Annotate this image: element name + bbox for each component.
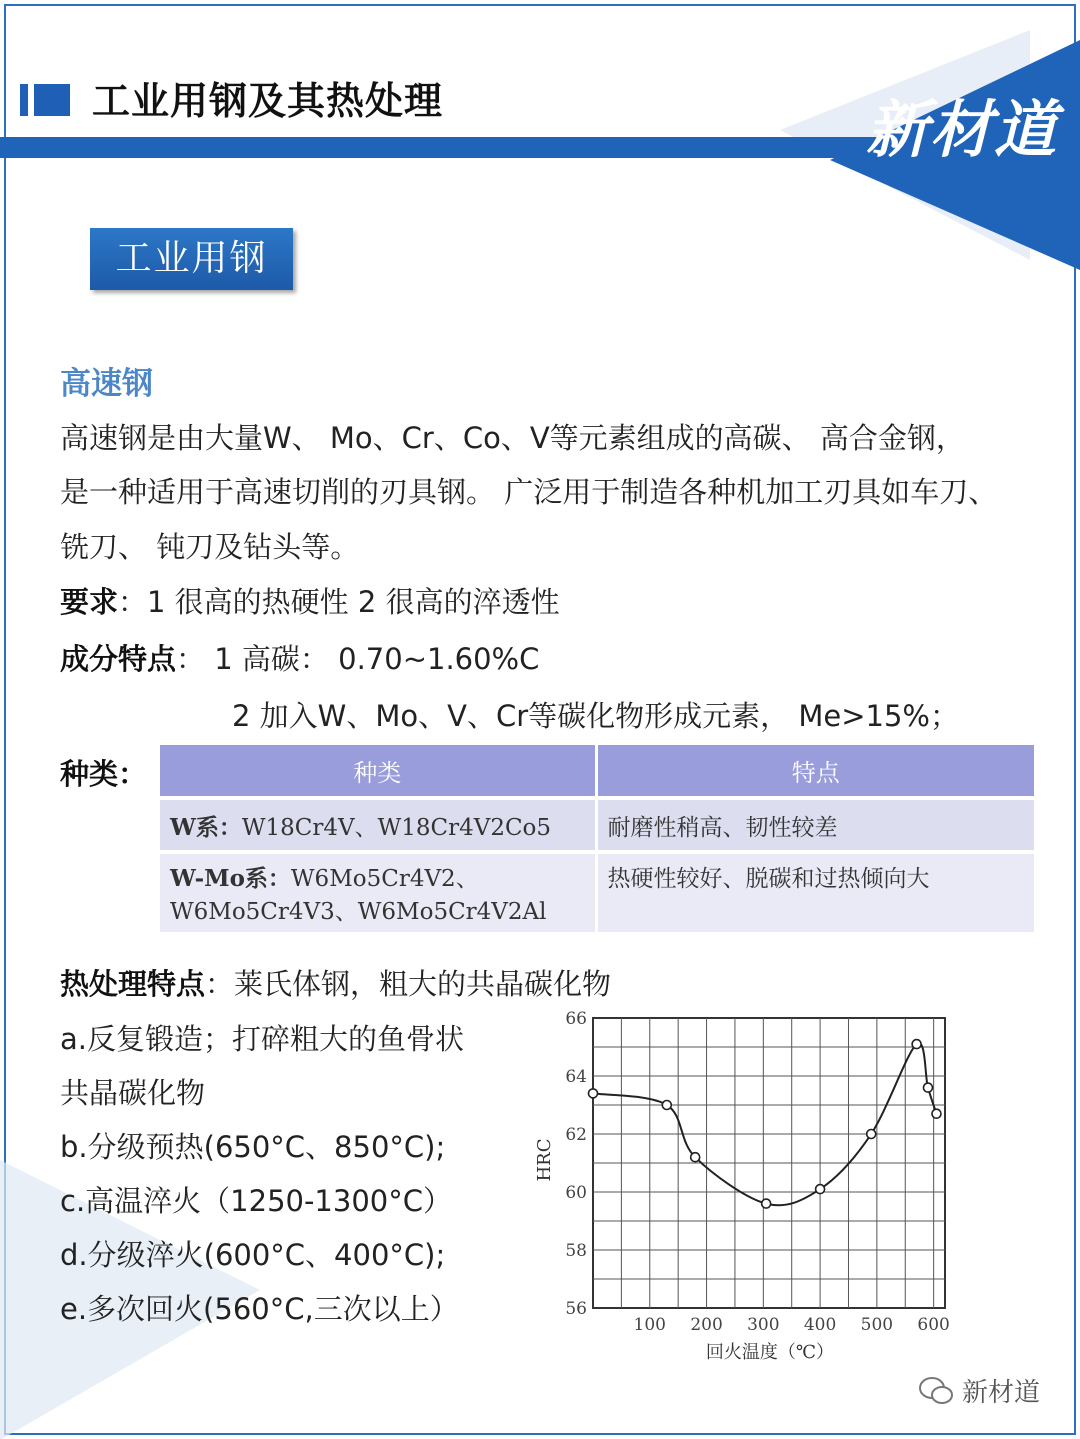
step-line: c.高温淬火（1250-1300°C）	[60, 1184, 452, 1218]
table-cell-type	[160, 852, 596, 932]
header-mark-thick	[34, 84, 70, 116]
x-tick-label: 600	[917, 1315, 950, 1335]
intro-line-1: 高速钢是由大量W、 Mo、Cr、Co、V等元素组成的高碳、 高合金钢，	[60, 421, 965, 455]
x-tick-label: 500	[860, 1315, 894, 1335]
requirement-line	[60, 580, 560, 621]
wechat-account: 新材道	[962, 1378, 1041, 1408]
type-text: W18Cr4V、W18Cr4V2Co5	[241, 814, 552, 841]
y-axis-label: HRC	[534, 1138, 555, 1182]
brand-logo: 新材道	[866, 93, 1059, 166]
step-line: e.多次回火(560°C,三次以上）	[60, 1292, 459, 1326]
section-title: 高速钢	[60, 366, 153, 402]
type-text: W6Mo5Cr4V2、	[290, 866, 479, 892]
table-cell-type	[160, 798, 596, 852]
y-tick-label: 56	[565, 1299, 587, 1319]
y-tick-label: 60	[565, 1183, 587, 1203]
header-mark-thin	[20, 84, 28, 116]
x-tick-label: 400	[803, 1315, 837, 1335]
data-point	[867, 1130, 876, 1139]
table-cell-feature: 热硬性较好、脱碳和过热倾向大	[596, 852, 1034, 932]
types-table	[160, 745, 1034, 932]
wechat-icon	[918, 1376, 954, 1406]
hardness-curve	[593, 1043, 936, 1205]
table-row	[160, 798, 1034, 852]
step-line: 共晶碳化物	[60, 1076, 206, 1110]
data-point	[923, 1083, 932, 1092]
step-line: d.分级淬火(600°C、400°C);	[60, 1238, 446, 1272]
table-cell-feature: 耐磨性稍高、韧性较差	[596, 798, 1034, 852]
types-label: 种类：	[60, 757, 148, 791]
heat-treatment-line	[60, 962, 611, 1003]
table-header-type: 种类	[160, 745, 596, 798]
data-point	[762, 1199, 771, 1208]
requirement-text: ：1 很高的热硬性 2 很高的淬透性	[118, 585, 560, 619]
data-point	[912, 1040, 921, 1049]
tempering-hardness-chart	[520, 1000, 970, 1380]
requirement-label: 要求	[60, 585, 119, 619]
table-row	[160, 852, 1034, 932]
data-point	[816, 1185, 825, 1194]
intro-line-2: 是一种适用于高速切削的刃具钢。 广泛用于制造各种机加工刃具如车刀、	[60, 475, 998, 509]
x-tick-label: 100	[633, 1315, 667, 1335]
y-tick-label: 64	[565, 1067, 587, 1087]
data-point	[589, 1089, 598, 1098]
heat-treatment-text: ：莱氏体钢，粗大的共晶碳化物	[205, 967, 612, 1001]
type-label: W-Mo系：	[170, 865, 291, 892]
intro-line-3: 铣刀、 钝刀及钻头等。	[60, 530, 360, 564]
x-tick-label: 300	[747, 1315, 780, 1335]
data-point	[691, 1153, 700, 1162]
y-tick-label: 62	[565, 1125, 587, 1145]
y-tick-label: 66	[565, 1009, 587, 1029]
type-text-2: W6Mo5Cr4V3、W6Mo5Cr4V2Al	[170, 899, 547, 925]
header-bar	[0, 137, 880, 158]
page-title: 工业用钢及其热处理	[92, 79, 444, 123]
x-tick-label: 200	[690, 1315, 723, 1335]
composition-line	[60, 637, 539, 678]
composition-text: ： 1 高碳： 0.70~1.60%C	[176, 642, 540, 676]
data-point	[932, 1109, 941, 1118]
step-line: b.分级预热(650°C、850°C);	[60, 1130, 446, 1164]
heat-treatment-label: 热处理特点	[60, 967, 206, 1001]
x-axis-label: 回火温度（℃）	[705, 1342, 835, 1363]
data-point	[662, 1101, 671, 1110]
y-tick-label: 58	[565, 1241, 587, 1261]
type-label: W系：	[170, 813, 242, 841]
table-header-feature: 特点	[596, 745, 1034, 798]
section-badge: 工业用钢	[90, 228, 293, 290]
composition-label: 成分特点	[60, 642, 177, 676]
step-line: a.反复锻造；打碎粗大的鱼骨状	[60, 1022, 464, 1056]
composition-line-2: 2 加入W、Mo、V、Cr等碳化物形成元素， Me>15%；	[232, 699, 959, 733]
